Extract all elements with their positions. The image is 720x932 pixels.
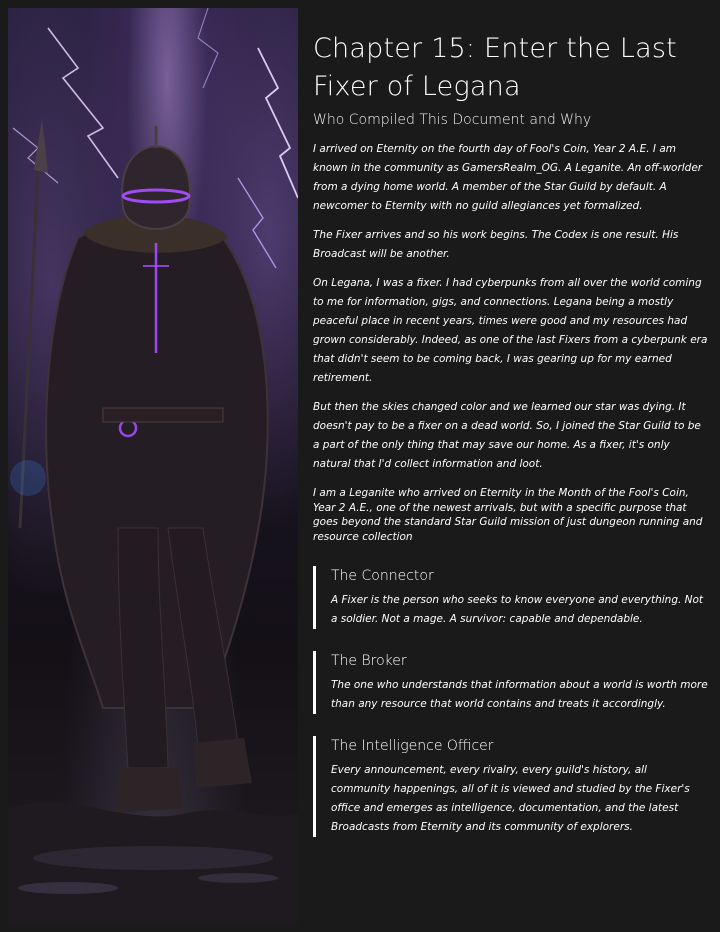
section-broker [313,651,708,714]
section-title: The Connector [331,568,434,584]
section-body: A Fixer is the person who seeks to know everyone and everything. Not a soldier. Not a mage. A survivor: capable and dependable. [331,594,704,625]
subtitle: Who Compiled This Document and Why [313,112,592,128]
intro-paragraph-1: I arrived on Eternity on the fourth day of Fool's Coin, Year 2 A.E. I am known in the community as GamersRealm_OG. A Leganite. An off-worlder from a dying home world. A member of the Star Guild by default. A newcomer to Eternity with no guild allegiances yet formalized. [313,143,703,212]
document-content [313,30,708,837]
intro-paragraph-5: I am a Leganite who arrived on Eternity in the Month of the Fool's Coin, Year 2 A.E., one of the newest arrivals, but with a specific purpose that goes beyond the standard Star Guild mission of just dungeon running and resource collection [313,487,703,543]
hero-illustration-fixer-warrior [8,8,298,924]
section-body: Every announcement, every rivalry, every guild's history, all community happenings, all of it is viewed and studied by the Fixer's office and emerges as intelligence, documentation, and the latest Broadcasts from Eternity and its community of explorers. [331,764,690,833]
intro-paragraph-3: On Legana, I was a fixer. I had cyberpunks from all over the world coming to me for information, gigs, and connections. Legana being a mostly peaceful place in recent years, times were good and my resources had grown considerably. Indeed, as one of the last Fixers from a cyberpunk era that didn't seem to be coming back, I was gearing up for my earned retirement. [313,277,708,384]
section-title: The Intelligence Officer [331,738,494,754]
section-body: The one who understands that information about a world is worth more than any resource that world contains and treats it accordingly. [331,679,708,710]
intro-paragraph-2: The Fixer arrives and so his work begins. The Codex is one result. His Broadcast will be another. [313,229,679,260]
section-title: The Broker [331,653,407,669]
section-connector [313,566,708,629]
chapter-title: Chapter 15: Enter the Last Fixer of Legana [313,33,677,102]
warrior-artwork [8,8,298,924]
section-intelligence-officer [313,736,708,837]
intro-paragraph-4: But then the skies changed color and we learned our star was dying. It doesn't pay to be a fixer on a dead world. So, I joined the Star Guild to be a part of the only thing that may save our home. As a fixer, it's only natural that I'd collect information and loot. [313,401,701,470]
